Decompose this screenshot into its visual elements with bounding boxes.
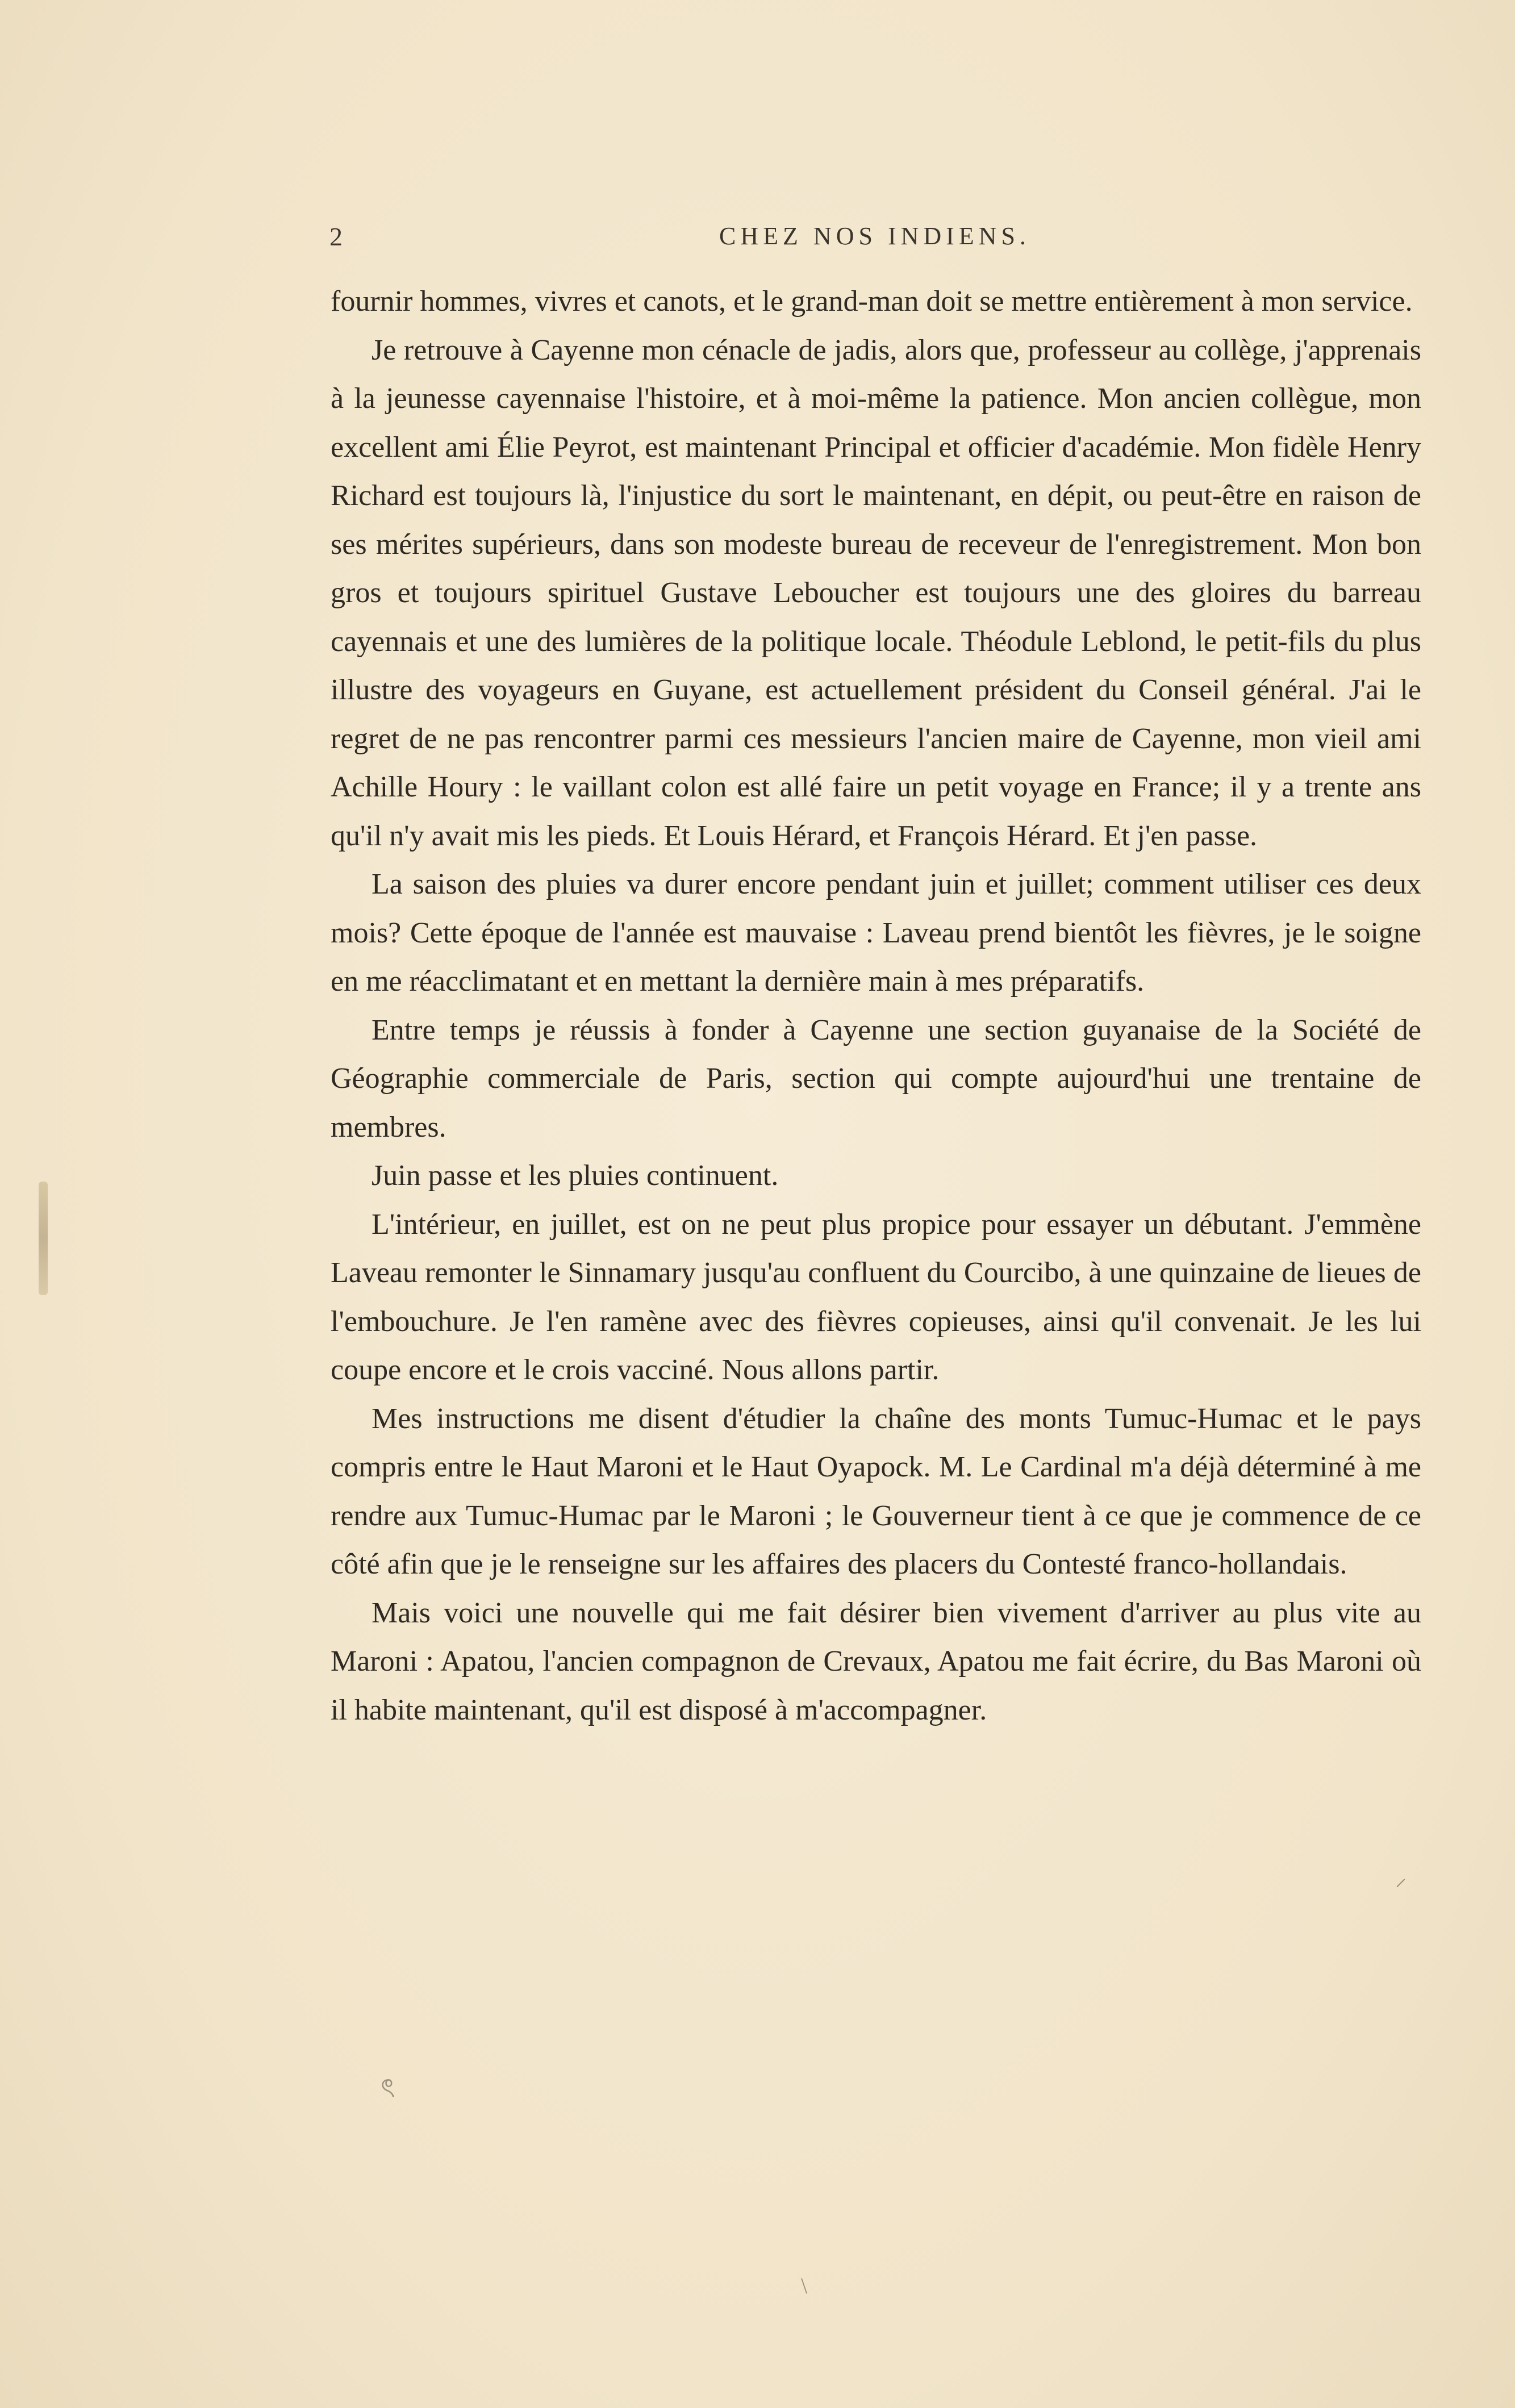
paragraph: Mes instructions me disent d'étudier la chaîne des monts Tumuc-Humac et le pays compris entre le Haut Maroni et le Haut Oyapock. M. Le Cardinal m'a déjà déterminé à me rendre aux Tumuc-Humac par le Maroni ; le Gouverneur tient à ce que je commence de ce côté afin que je le renseigne sur les affaires des placers du Contesté franco-hollandais. — [331, 1402, 1421, 1580]
paragraph: fournir hommes, vivres et canots, et le grand-man doit se mettre entièrement à mon service. — [331, 285, 1413, 318]
ink-mark: ⸝ — [1395, 1865, 1407, 1890]
paragraph: L'intérieur, en juillet, est on ne peut plus propice pour essayer un débutant. J'emmène Laveau remonter le Sinnamary jusqu'au confluent du Courcibo, à une quinzaine de lieues de l'embouchure. Je l'en ramène avec des fièvres copieuses, ainsi qu'il convenait. Je les lui coupe encore et le crois vacciné. Nous allons partir. — [331, 1208, 1421, 1386]
paragraph: Entre temps je réussis à fonder à Cayenne une section guyanaise de la Société de Géographie commerciale de Paris, section qui compte aujourd'hui une trentaine de membres. — [331, 1013, 1421, 1144]
paragraph: Je retrouve à Cayenne mon cénacle de jadis, alors que, professeur au collège, j'apprenais à la jeunesse cayennaise l'histoire, et à moi-même la patience. Mon ancien collègue, mon excellent ami Élie Peyrot, est maintenant Principal et officier d'académie. Mon fidèle Henry Richard est toujours là, l'injustice du sort le maintenant, en dépit, ou peut-être en raison de ses mérites supérieurs, dans son modeste bureau de receveur de l'enregistrement. Mon bon gros et toujours spirituel Gustave Leboucher est toujours une des gloires du barreau cayennais et une des lumières de la politique locale. Théodule Leblond, le petit-fils du plus illustre des voyageurs en Guyane, est actuellement président du Conseil général. J'ai le regret de ne pas rencontrer parmi ces messieurs l'ancien maire de Cayenne, mon vieil ami Achille Houry : le vaillant colon est allé faire un petit voyage en France; il y a trente ans qu'il n'y avait mis les pieds. Et Louis Hérard, et François Hérard. Et j'en passe. — [331, 333, 1421, 852]
page-header — [329, 222, 1420, 256]
margin-stain — [39, 1182, 48, 1295]
paragraph: Mais voici une nouvelle qui me fait désirer bien vivement d'arriver au plus vite au Maroni : Apatou, l'ancien compagnon de Crevaux, Apatou me fait écrire, du Bas Maroni où il habite maintenant, qu'il est disposé à m'accompagner. — [331, 1596, 1421, 1726]
running-title: CHEZ NOS INDIENS. — [719, 222, 1030, 250]
paragraph: La saison des pluies va durer encore pendant juin et juillet; comment utiliser ces deux mois? Cette époque de l'année est mauvaise : Laveau prend bientôt les fièvres, je le soigne en me réacclimatant et en mettant la dernière main à mes préparatifs. — [331, 868, 1421, 998]
page-number: 2 — [329, 222, 344, 251]
paragraph: Juin passe et les pluies continuent. — [372, 1159, 779, 1192]
ink-mark: \ — [801, 2273, 808, 2298]
body-text — [331, 277, 1421, 1734]
ink-mark: ৎ — [381, 2073, 395, 2104]
